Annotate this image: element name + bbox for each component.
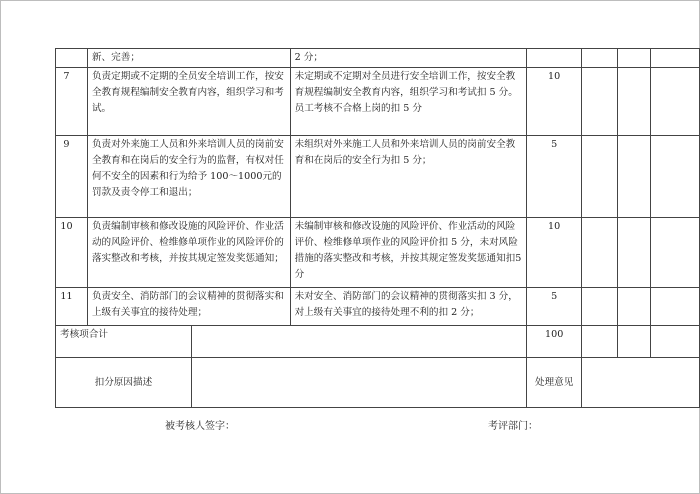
blank-cell: [582, 218, 618, 288]
deduction-rule: 未组织对外来施工人员和外来培训人员的岗前安全教育和在岗后的安全行为扣 5 分；: [290, 136, 527, 218]
opinion-field[interactable]: [582, 358, 700, 408]
blank-cell: [651, 49, 700, 68]
blank-cell: [582, 49, 618, 68]
duty-text: 负责对外来施工人员和外来培训人员的岗前安全教育和在岗后的安全行为的监督，有权对任何不安全的因素和行为给予 100～1000元的罚款及责令停工和退出；: [87, 136, 290, 218]
score-value: 10: [527, 68, 582, 136]
row-number: 10: [56, 218, 88, 288]
score-value: [527, 49, 582, 68]
table-row: [56, 136, 700, 218]
blank-cell: [618, 68, 651, 136]
blank-cell: [651, 218, 700, 288]
deduction-reason-label: 扣分原因描述: [56, 358, 192, 408]
total-label: 考核项合计: [56, 326, 192, 358]
blank-cell: [618, 288, 651, 326]
deduction-reason-field[interactable]: [191, 358, 526, 408]
blank-cell: [651, 68, 700, 136]
signer-signature-label: 被考核人签字：: [165, 421, 235, 432]
total-blank: [191, 326, 526, 358]
row-number: 9: [56, 136, 88, 218]
assessment-table: [55, 48, 700, 408]
duty-text: 新、完善；: [87, 49, 290, 68]
table-row: [56, 288, 700, 326]
duty-text: 负责编制审核和修改设施的风险评价、作业活动的风险评价、检维修单项作业的风险评价的落实整改和考核，并按其规定签发奖惩通知；: [87, 218, 290, 288]
blank-cell: [582, 288, 618, 326]
row-number: 7: [56, 68, 88, 136]
deduction-rule: 未定期或不定期对全员进行安全培训工作，按安全教育规程编制安全教育内容，组织学习和考试扣 5 分。员工考核不合格上岗的扣 5 分: [290, 68, 527, 136]
blank-cell: [582, 136, 618, 218]
score-value: 10: [527, 218, 582, 288]
total-row: [56, 326, 700, 358]
deduction-rule: 2 分；: [290, 49, 527, 68]
blank-cell: [651, 326, 700, 358]
table-row: [56, 49, 700, 68]
blank-cell: [651, 288, 700, 326]
score-value: 5: [527, 288, 582, 326]
blank-cell: [582, 326, 618, 358]
blank-cell: [618, 49, 651, 68]
blank-cell: [582, 68, 618, 136]
table-row: [56, 68, 700, 136]
row-number: 11: [56, 288, 88, 326]
table-row: [56, 218, 700, 288]
blank-cell: [618, 326, 651, 358]
duty-text: 负责定期或不定期的全员安全培训工作，按安全教育规程编制安全教育内容，组织学习和考试。: [87, 68, 290, 136]
opinion-label: 处理意见: [527, 358, 582, 408]
department-label: 考评部门：: [488, 421, 538, 432]
row-number: [56, 49, 88, 68]
blank-cell: [618, 218, 651, 288]
remarks-row: [56, 358, 700, 408]
blank-cell: [618, 136, 651, 218]
deduction-rule: 未编制审核和修改设施的风险评价、作业活动的风险评价、检维修单项作业的风险评价扣 5 分，未对风险措施的落实整改和考核，并按其规定签发奖惩通知扣5 分: [290, 218, 527, 288]
deduction-rule: 未对安全、消防部门的会议精神的贯彻落实扣 3 分，对上级有关事宜的接待处理不利的扣 2 分；: [290, 288, 527, 326]
score-value: 5: [527, 136, 582, 218]
blank-cell: [651, 136, 700, 218]
total-score: 100: [527, 326, 582, 358]
duty-text: 负责安全、消防部门的会议精神的贯彻落实和上级有关事宜的接待处理；: [87, 288, 290, 326]
